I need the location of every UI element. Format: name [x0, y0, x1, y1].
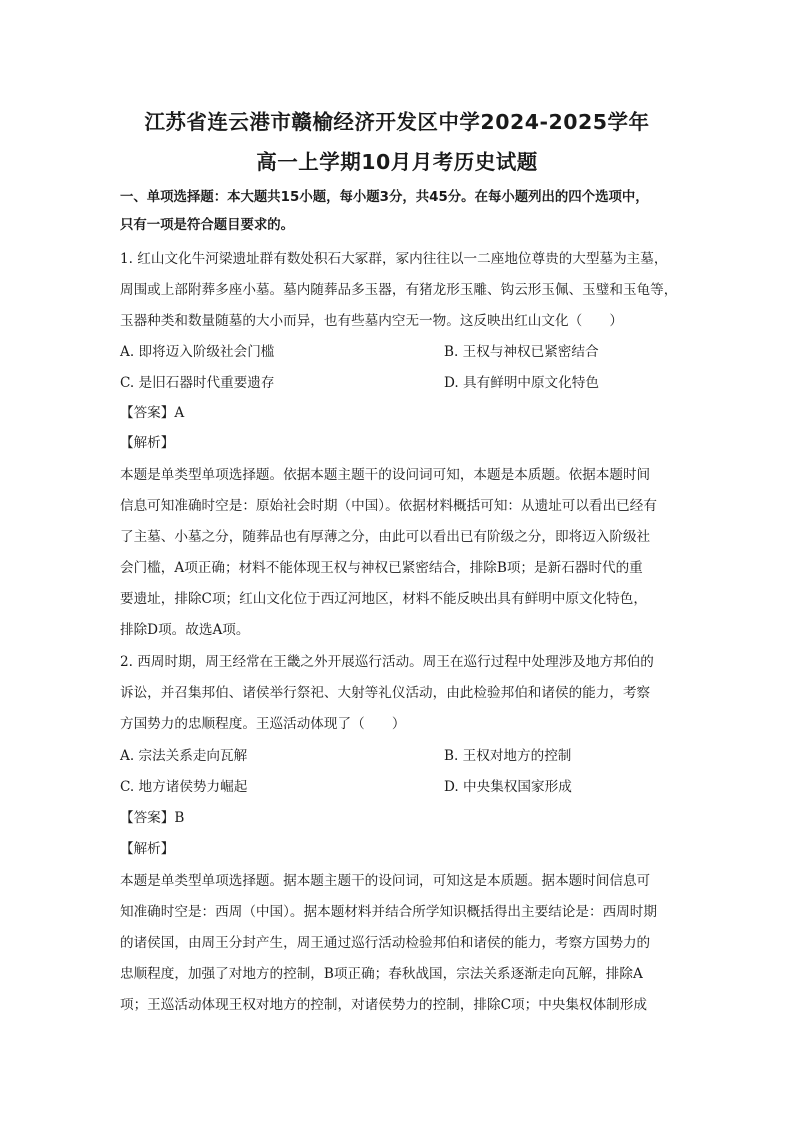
q1-option-a: A. 即将迈入阶级社会门槛 — [120, 344, 275, 360]
q1-option-b: B. 王权与神权已紧密结合 — [444, 344, 599, 360]
q2-stem-line2: 诉讼，并召集邦伯、诸侯举行祭祀、大射等礼仪活动，由此检验邦伯和诸侯的能力，考察 — [120, 685, 651, 701]
q1-analysis-line2: 信息可知准确时空是：原始社会时期（中国）。依据材料概括可知：从遗址可以看出已经有 — [120, 498, 657, 514]
q2-option-c: C. 地方诸侯势力崛起 — [120, 779, 248, 795]
q1-analysis-line4: 会门槛，A项正确；材料不能体现王权与神权已紧密结合，排除B项；是新石器时代的重 — [120, 560, 643, 576]
q2-stem-line1: 2. 西周时期，周王经常在王畿之外开展巡行活动。周王在巡行过程中处理涉及地方邦伯的 — [120, 654, 654, 670]
document-title-line2: 高一上学期10月月考历史试题 — [256, 150, 538, 174]
q2-option-a: A. 宗法关系走向瓦解 — [120, 748, 248, 764]
q1-analysis-line3: 了主墓、小墓之分，随葬品也有厚薄之分，由此可以看出已有阶级之分，即将迈入阶级社 — [120, 529, 651, 545]
q1-option-d: D. 具有鲜明中原文化特色 — [444, 375, 599, 391]
q2-analysis-line5: 项；王巡活动体现王权对地方的控制，对诸侯势力的控制，排除C项；中央集权体制形成 — [120, 997, 647, 1013]
section-heading-line1: 一、单项选择题：本大题共15小题，每小题3分，共45分。在每小题列出的四个选项中， — [120, 190, 649, 205]
q2-analysis-line2: 知准确时空是：西周（中国）。据本题材料并结合所学知识概括得出主要结论是：西周时期 — [120, 904, 657, 920]
q1-analysis-line5: 要遗址，排除C项；红山文化位于西辽河地区，材料不能反映出具有鲜明中原文化特色， — [120, 591, 647, 607]
q2-analysis-line4: 忠顺程度，加强了对地方的控制，B项正确；春秋战国，宗法关系逐渐走向瓦解，排除A — [120, 966, 643, 982]
document-title-line1: 江苏省连云港市赣榆经济开发区中学2024-2025学年 — [144, 110, 650, 134]
q1-answer: 【答案】A — [120, 405, 185, 421]
q1-analysis-line1: 本题是单类型单项选择题。依据本题主题干的设问词可知，本题是本质题。依据本题时间 — [120, 467, 651, 483]
section-heading-line2: 只有一项是符合题目要求的。 — [120, 218, 295, 233]
q2-option-b: B. 王权对地方的控制 — [444, 748, 572, 764]
q1-stem-line3: 玉器种类和数量随墓的大小而异，也有些墓内空无一物。这反映出红山文化（ ） — [120, 313, 623, 329]
q2-analysis-label: 【解析】 — [120, 841, 175, 857]
q2-stem-line3: 方国势力的忠顺程度。王巡活动体现了（ ） — [120, 716, 406, 732]
q1-stem-line1: 1. 红山文化牛河梁遗址群有数处积石大冢群，冢内往往以一二座地位尊贵的大型墓为主墓， — [120, 251, 668, 267]
q1-option-c: C. 是旧石器时代重要遗存 — [120, 375, 275, 391]
q1-analysis-label: 【解析】 — [120, 435, 175, 451]
q2-option-d: D. 中央集权国家形成 — [444, 779, 572, 795]
q2-analysis-line3: 的诸侯国，由周王分封产生，周王通过巡行活动检验邦伯和诸侯的能力，考察方国势力的 — [120, 935, 651, 951]
q1-analysis-line6: 排除D项。故选A项。 — [120, 622, 250, 638]
q1-stem-line2: 周围或上部附葬多座小墓。墓内随葬品多玉器，有猪龙形玉雕、钩云形玉佩、玉璧和玉龟等， — [120, 282, 678, 298]
q2-analysis-line1: 本题是单类型单项选择题。据本题主题干的设问词，可知这是本质题。据本题时间信息可 — [120, 873, 651, 889]
q2-answer: 【答案】B — [120, 810, 185, 826]
